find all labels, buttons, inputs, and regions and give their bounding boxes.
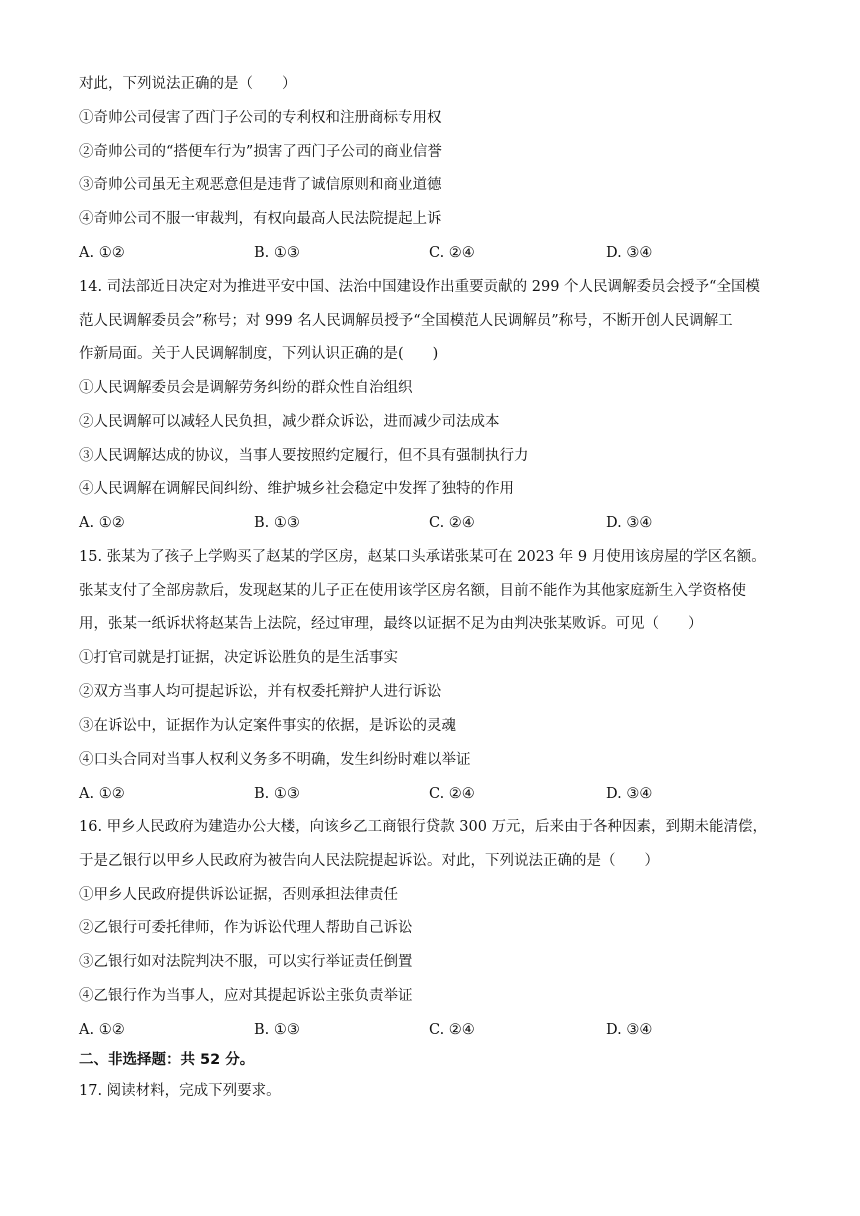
q14-statement-3: ③人民调解达成的协议，当事人要按照约定履行，但不具有强制执行力 — [79, 448, 529, 464]
q15-stem-line-2: 张某支付了全部房款后，发现赵某的儿子正在使用该学区房名额，目前不能作为其他家庭新生入学资格使 — [79, 583, 746, 599]
q15-option-c[interactable]: C. ②④ — [429, 786, 475, 802]
q14-option-a[interactable]: A. ①② — [79, 515, 125, 531]
q14-option-d[interactable]: D. ③④ — [606, 515, 653, 531]
q13-option-c[interactable]: C. ②④ — [429, 245, 475, 261]
q14-option-c[interactable]: C. ②④ — [429, 515, 475, 531]
q15-stem-line-3: 用，张某一纸诉状将赵某告上法院，经过审理，最终以证据不足为由判决张某败诉。可见（ ） — [79, 616, 703, 632]
q13-statement-4: ④奇帅公司不服一审裁判，有权向最高人民法院提起上诉 — [79, 211, 442, 227]
q13-options — [79, 243, 779, 263]
q13-statement-1: ①奇帅公司侵害了西门子公司的专利权和注册商标专用权 — [79, 110, 442, 126]
q14-stem-line-2: 范人民调解委员会”称号；对 999 名人民调解员授予“全国模范人民调解员”称号，不断开创人民调解工 — [79, 313, 733, 329]
q14-statement-1: ①人民调解委员会是调解劳务纠纷的群众性自治组织 — [79, 380, 413, 396]
q14-statement-4: ④人民调解在调解民间纠纷、维护城乡社会稳定中发挥了独特的作用 — [79, 481, 514, 497]
q16-statement-4: ④乙银行作为当事人，应对其提起诉讼主张负责举证 — [79, 988, 413, 1004]
q13-option-b[interactable]: B. ①③ — [254, 245, 300, 261]
q15-stem-line-1: 15. 张某为了孩子上学购买了赵某的学区房，赵某口头承诺张某可在 2023 年 9 月使用该房屋的学区名额。 — [79, 549, 766, 565]
q13-option-d[interactable]: D. ③④ — [606, 245, 653, 261]
q15-statement-3: ③在诉讼中，证据作为认定案件事实的依据，是诉讼的灵魂 — [79, 718, 456, 734]
q13-stem: 对此，下列说法正确的是（ ） — [79, 76, 297, 92]
q16-options — [79, 1020, 779, 1040]
q17-stem: 17. 阅读材料，完成下列要求。 — [79, 1083, 281, 1099]
q14-stem-line-1: 14. 司法部近日决定对为推进平安中国、法治中国建设作出重要贡献的 299 个人民调解委员会授予“全国模 — [79, 279, 760, 295]
q15-option-d[interactable]: D. ③④ — [606, 786, 653, 802]
q16-option-d[interactable]: D. ③④ — [606, 1022, 653, 1038]
q15-option-b[interactable]: B. ①③ — [254, 786, 300, 802]
q15-option-a[interactable]: A. ①② — [79, 786, 125, 802]
q16-stem-line-1: 16. 甲乡人民政府为建造办公大楼，向该乡乙工商银行贷款 300 万元，后来由于各种因素，到期未能清偿， — [79, 819, 768, 835]
q14-statement-2: ②人民调解可以减轻人民负担，减少群众诉讼，进而减少司法成本 — [79, 414, 500, 430]
q13-statement-3: ③奇帅公司虽无主观恶意但是违背了诚信原则和商业道德 — [79, 177, 442, 193]
q15-statement-4: ④口头合同对当事人权利义务多不明确，发生纠纷时难以举证 — [79, 752, 471, 768]
q15-options — [79, 784, 779, 804]
q16-stem-line-2: 于是乙银行以甲乡人民政府为被告向人民法院提起诉讼。对此，下列说法正确的是（ ） — [79, 853, 659, 869]
q16-option-c[interactable]: C. ②④ — [429, 1022, 475, 1038]
q14-stem-line-3: 作新局面。关于人民调解制度，下列认识正确的是( ) — [79, 346, 439, 362]
q16-option-b[interactable]: B. ①③ — [254, 1022, 300, 1038]
q14-options — [79, 513, 779, 533]
q14-option-b[interactable]: B. ①③ — [254, 515, 300, 531]
q13-option-a[interactable]: A. ①② — [79, 245, 125, 261]
q13-statement-2: ②奇帅公司的“搭便车行为”损害了西门子公司的商业信誉 — [79, 144, 442, 160]
q15-statement-1: ①打官司就是打证据，决定诉讼胜负的是生活事实 — [79, 650, 398, 666]
q16-statement-3: ③乙银行如对法院判决不服，可以实行举证责任倒置 — [79, 954, 413, 970]
q16-statement-1: ①甲乡人民政府提供诉讼证据，否则承担法律责任 — [79, 887, 398, 903]
q16-statement-2: ②乙银行可委托律师，作为诉讼代理人帮助自己诉讼 — [79, 920, 413, 936]
q15-statement-2: ②双方当事人均可提起诉讼，并有权委托辩护人进行诉讼 — [79, 684, 442, 700]
q16-option-a[interactable]: A. ①② — [79, 1022, 125, 1038]
section-2-heading: 二、非选择题：共 52 分。 — [79, 1052, 255, 1068]
